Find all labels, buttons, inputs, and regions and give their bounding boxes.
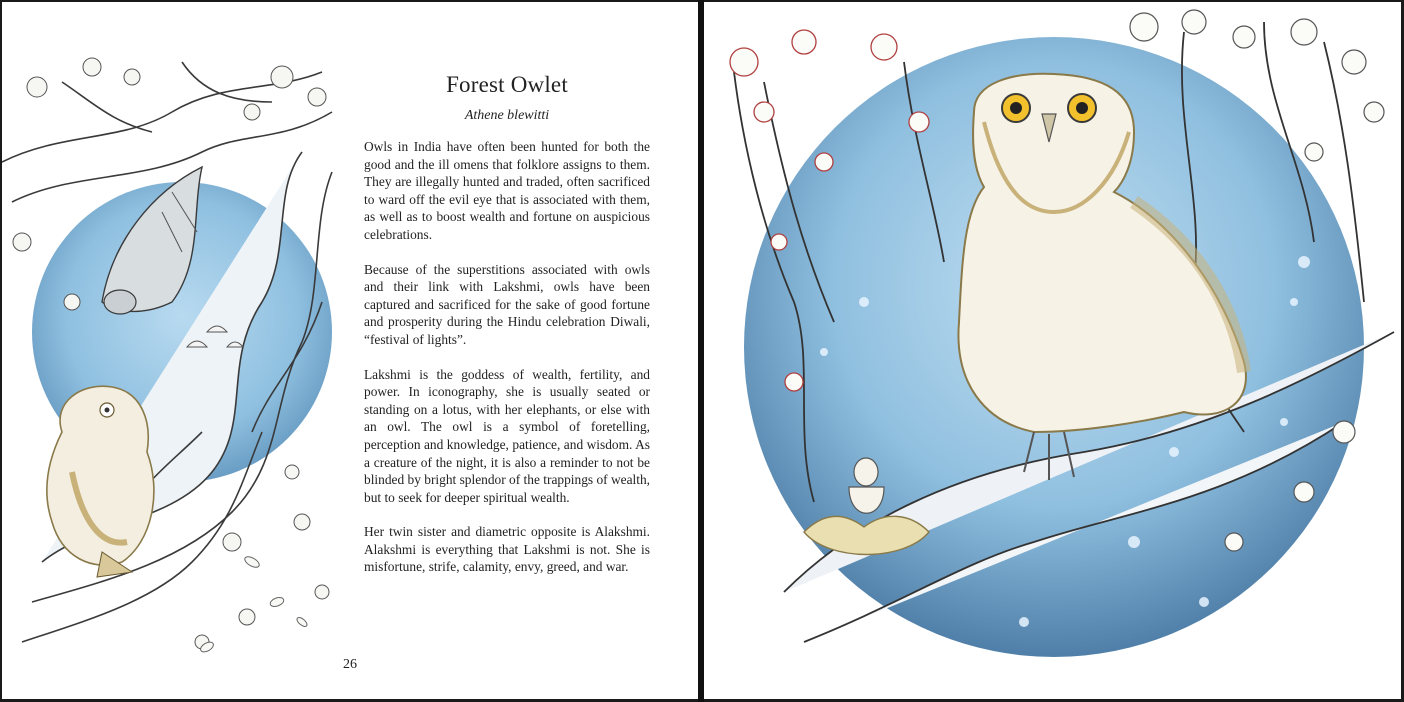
article-text [364, 72, 650, 593]
article-title: Forest Owlet [446, 72, 568, 97]
forest-owlet-illustration [704, 2, 1401, 699]
scientific-name: Athene blewitti [464, 108, 550, 123]
paragraph-3: Lakshmi is the goddess of wealth, fertility, and power. In iconography, she is usually seated or standing on a lotus, with her elephants, or else with an owl. The owl is a symbol of foretelling, perception and knowledge, patience, and wisdom. As a creature of the night, it is also a reminder to not be blinded by bright splendor of the trappings of wealth, but to seek for deeper spiritual wealth. [364, 366, 650, 505]
owl-and-bat-illustration [2, 2, 362, 699]
page-number: 26 [343, 657, 357, 672]
left-page [2, 2, 698, 699]
falling-petals [199, 555, 309, 654]
paragraph-4: Her twin sister and diametric opposite is Alakshmi. Alakshmi is everything that Lakshmi is not. She is misfortune, strife, calamity, envy, greed, and war. [364, 524, 650, 575]
paragraph-1: Owls in India have often been hunted for both the good and the ill omens that folklore assigns to them. They are illegally hunted and traded, often sacrificed to ward off the evil eye that is associated with them, as well as to boost wealth and fortune on auspicious celebrations. [364, 139, 650, 242]
right-page [704, 2, 1401, 699]
paragraph-2: Because of the superstitions associated with owls and their link with Lakshmi, owls have been captured and sacrificed for the sake of good fortune and prosperity during the Hindu celebration Diwali, “festival of lights”. [364, 261, 650, 347]
